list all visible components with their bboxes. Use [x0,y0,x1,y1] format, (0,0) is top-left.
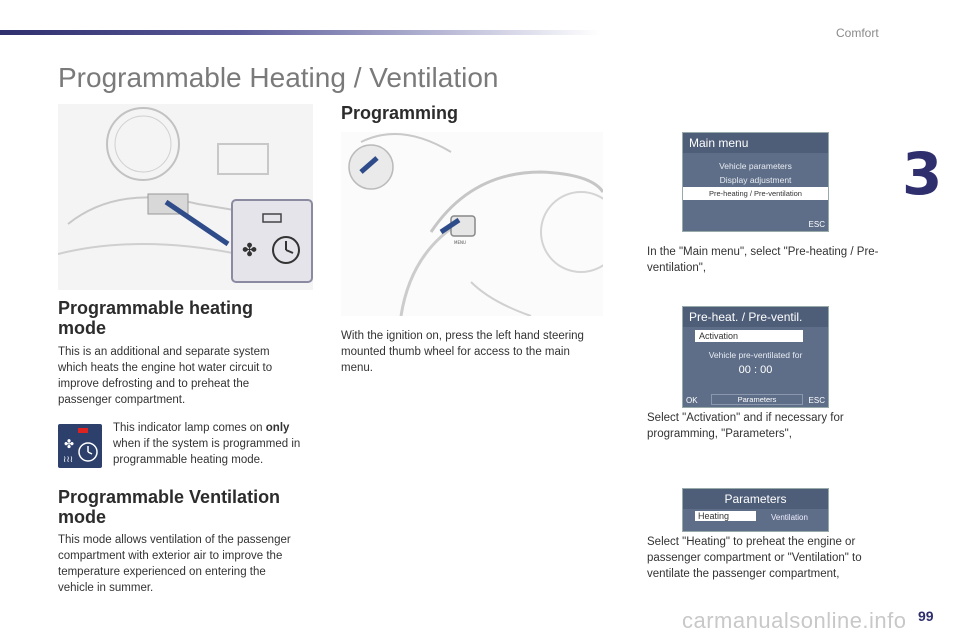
main-menu-title: Main menu [683,133,828,153]
heating-mode-heading: Programmable heating mode [58,298,254,338]
thumb-wheel-label: MENU [454,240,466,245]
section-label: Comfort [836,26,879,40]
ventilation-mode-heading: Programmable Ventilation mode [58,487,281,527]
activation-option[interactable]: Activation [695,330,803,342]
timer-value: 00 : 00 [738,364,773,376]
ok-button[interactable]: OK [686,396,698,405]
menu-item-pre-heating[interactable]: Pre-heating / Pre-ventilation [683,187,828,200]
step-3-text: Select "Heating" to preheat the engine or passenger compartment or "Ventilation" to ventilate the passenger compartment, [647,536,862,580]
step-2 [622,410,882,444]
preheat-title: Pre-heat. / Pre-ventil. [683,307,828,327]
lamp-text-bold: only [265,422,290,434]
parameters-screen [682,488,829,532]
menu-item-vehicle-parameters[interactable]: Vehicle parameters [719,161,792,171]
steering-wheel-drawing [341,132,603,316]
vehicle-preventilated-text: Vehicle pre-ventilated for [708,350,803,360]
parameters-title: Parameters [683,489,828,509]
steering-wheel-illustration [341,132,603,316]
menu-item-display-adjustment[interactable]: Display adjustment [719,175,792,185]
svg-text:≀≀≀: ≀≀≀ [63,455,74,465]
header-bar [0,30,600,35]
chapter-number: 3 [902,140,943,208]
svg-text:✤: ✤ [64,437,75,451]
dashboard-illustration [58,104,313,290]
esc-button[interactable]: ESC [808,396,825,405]
page-title: Programmable Heating / Ventilation [58,62,499,93]
lamp-description [113,420,313,468]
heating-mode-text: This is an additional and separate system which heats the engine hot water circuit to improve defrosting and to preheat the passenger compartment. [58,346,273,406]
main-menu-screen [682,132,829,232]
step-1-text: In the "Main menu", select "Pre-heating / Pre-ventilation", [647,246,879,274]
heating-indicator-lamp [58,424,102,468]
programming-heading: Programming [341,103,459,123]
ventilation-mode-text: This mode allows ventilation of the passenger compartment with exterior air to improve the temperature experienced on entering the vehicle in summer. [58,534,291,594]
preheat-screen [682,306,829,408]
step-2-text: Select "Activation" and if necessary for programming, "Parameters", [647,412,844,440]
parameters-button[interactable]: Parameters [711,394,803,405]
svg-text:✤: ✤ [242,240,258,261]
heating-option[interactable]: Heating [695,511,756,521]
esc-button[interactable]: ESC [808,220,825,229]
page-number: 99 [918,608,934,624]
lamp-text-before: This indicator lamp comes on [113,422,266,434]
lamp-text-after: when if the system is programmed in programmable heating mode. [113,438,301,466]
watermark: carmanualsonline.info [682,608,907,633]
step-1 [622,244,882,278]
fan-clock-icon [58,424,102,468]
ventilation-option[interactable]: Ventilation [771,513,808,522]
step-3 [622,534,882,584]
programming-text: With the ignition on, press the left hand steering mounted thumb wheel for access to the main menu. [341,330,584,374]
dashboard-drawing [58,104,313,290]
